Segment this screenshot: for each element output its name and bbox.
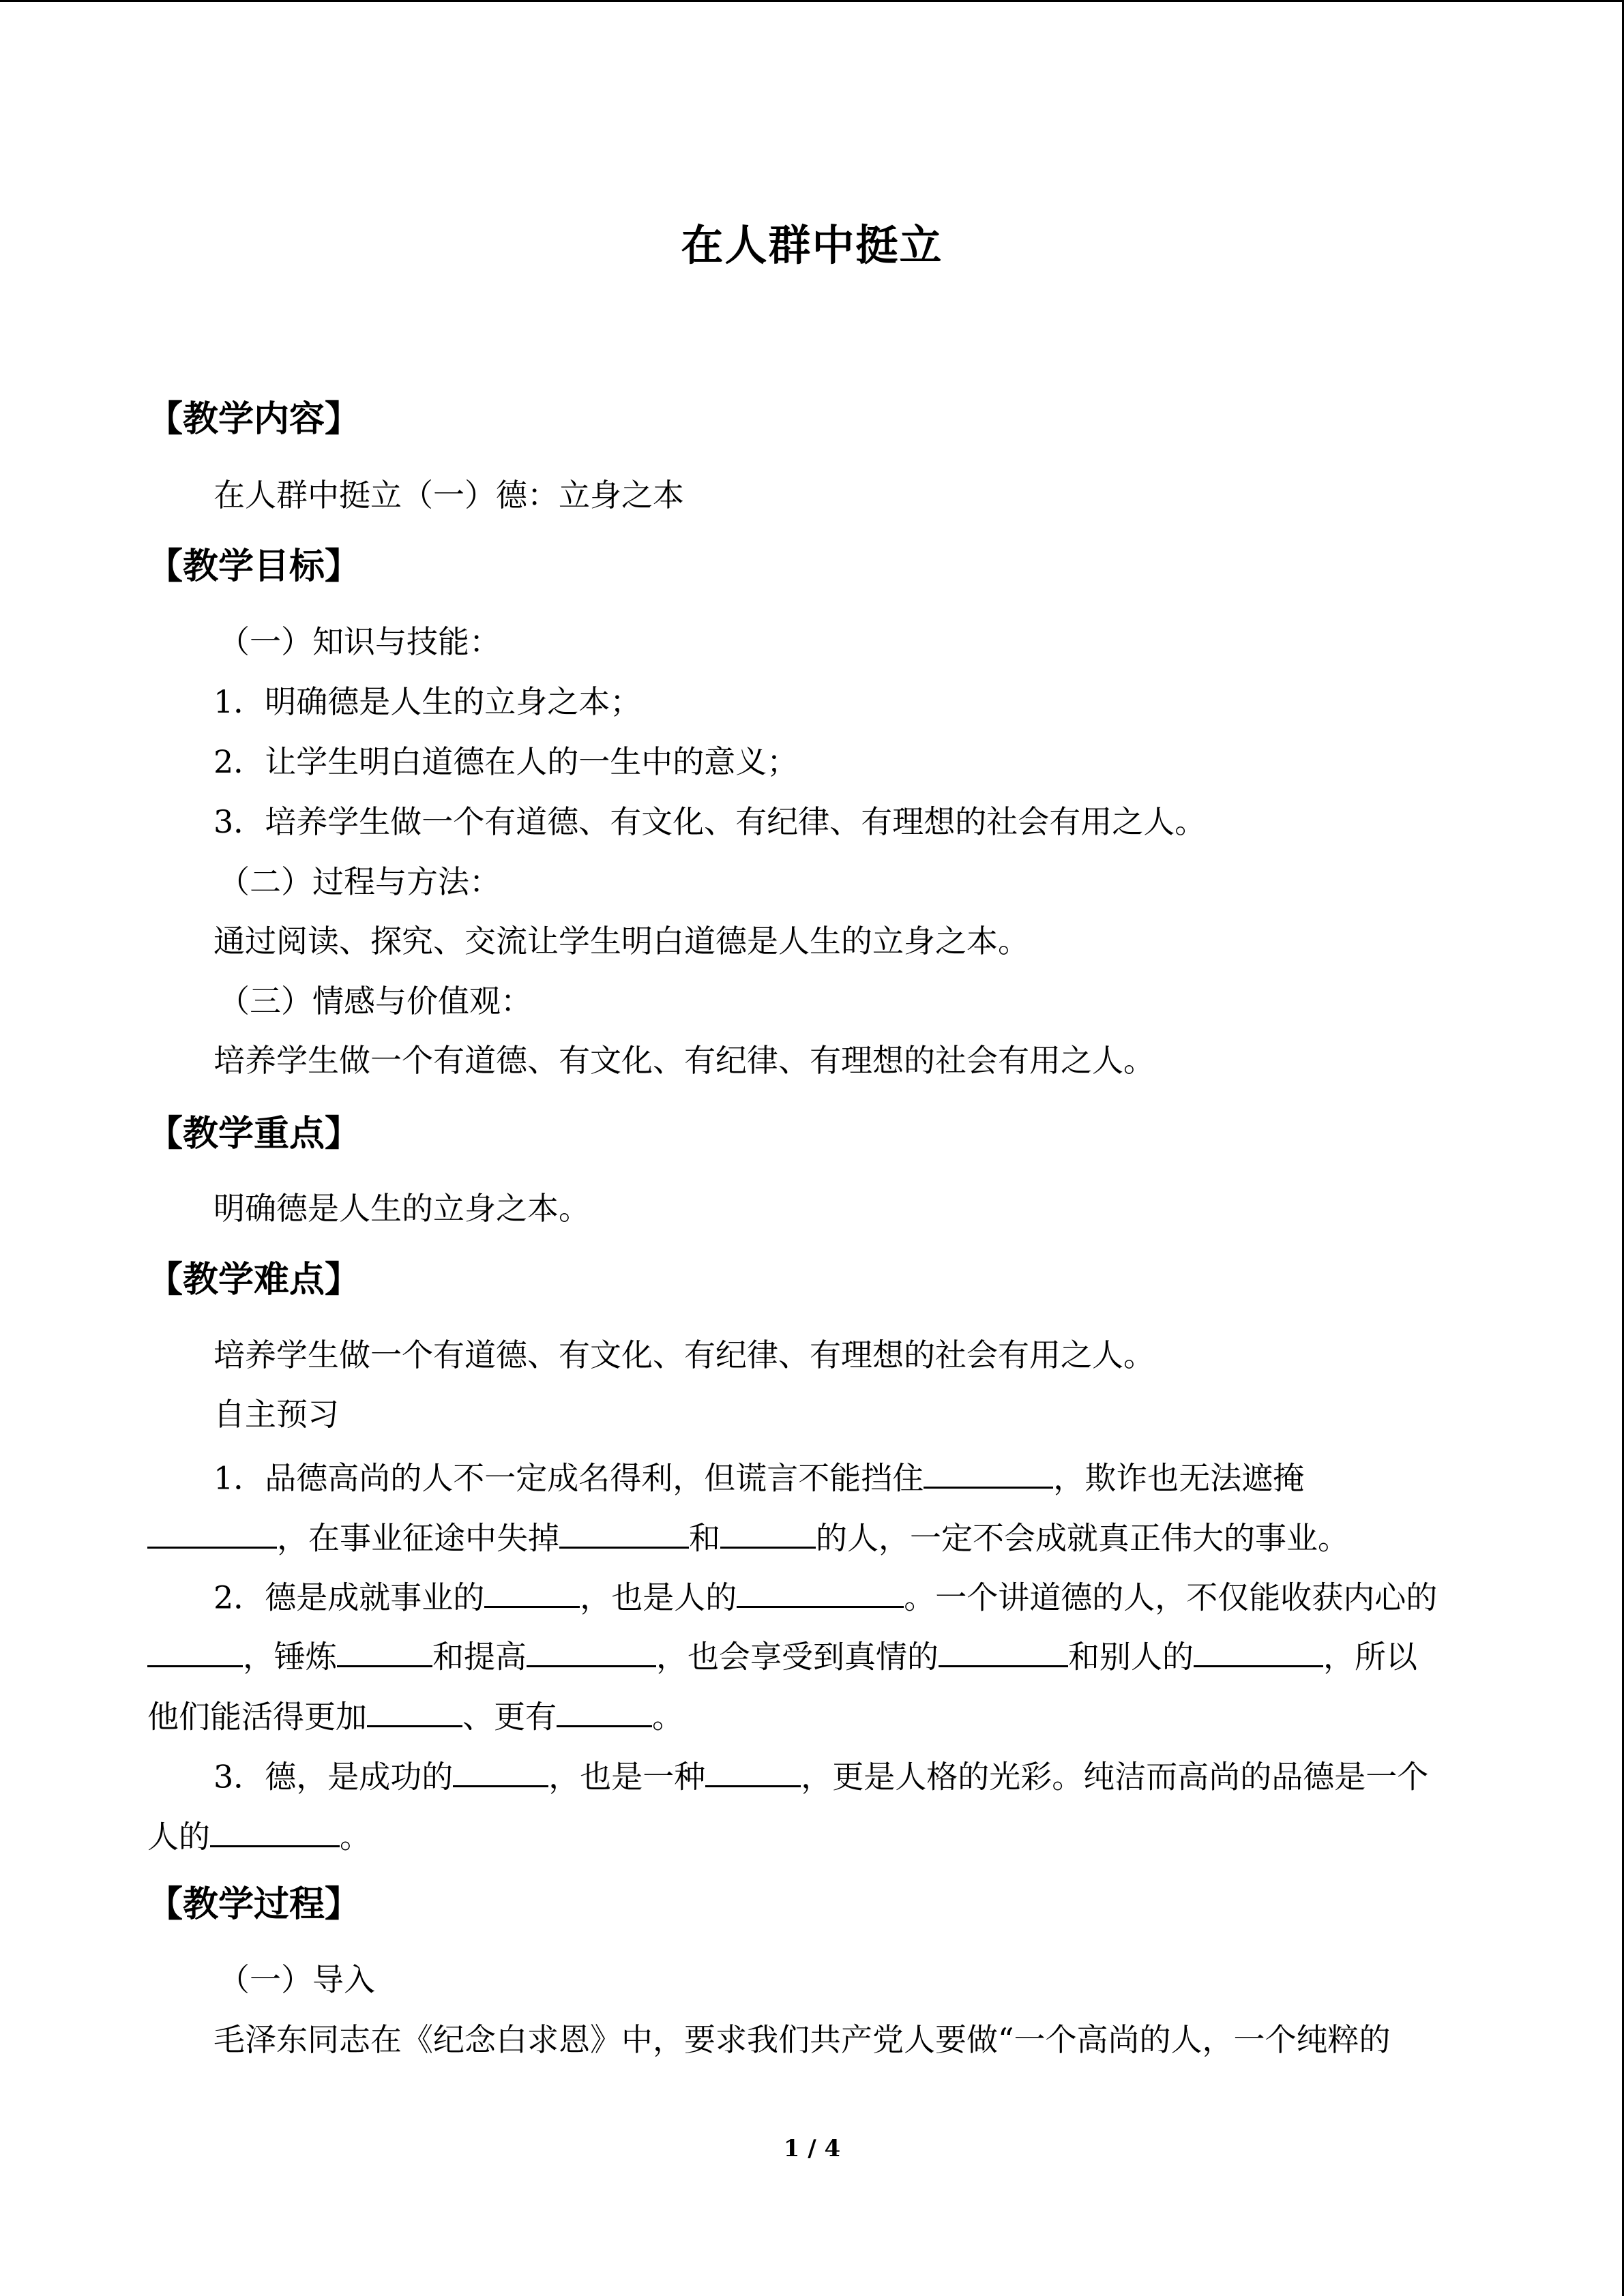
blank-q2-9[interactable]	[557, 1697, 652, 1727]
blank-q3-2[interactable]	[705, 1757, 801, 1787]
q1-text-d: 和	[689, 1519, 720, 1557]
q2-text-e: 和提高	[432, 1638, 527, 1675]
blank-q2-1[interactable]	[484, 1577, 580, 1608]
difficulty-line: 培养学生做一个有道德、有文化、有纪律、有理想的社会有用之人。	[213, 1337, 1155, 1373]
goals-method: 通过阅读、探究、交流让学生明白道德是人生的立身之本。	[213, 923, 1029, 959]
blank-q3-3[interactable]	[210, 1817, 340, 1847]
blank-q2-3[interactable]	[147, 1637, 243, 1667]
page-number: 1 / 4	[783, 2135, 841, 2162]
key-line: 明确德是人生的立身之本。	[213, 1190, 590, 1227]
q3-text-d: 人的	[147, 1818, 210, 1855]
document-title: 在人群中挺立	[681, 220, 943, 270]
preview-q3-line2	[147, 1817, 371, 1855]
q3-text-b: ，也是一种	[548, 1758, 706, 1795]
preview-q3-line1	[213, 1757, 1429, 1795]
blank-q2-4[interactable]	[337, 1637, 432, 1667]
q2-text-c: 。一个讲道德的人，不仅能收获内心的	[904, 1579, 1438, 1616]
blank-q1-4[interactable]	[720, 1518, 816, 1549]
preview-label: 自主预习	[213, 1396, 339, 1433]
goals-value: 培养学生做一个有道德、有文化、有纪律、有理想的社会有用之人。	[213, 1042, 1155, 1079]
preview-q1-line1	[213, 1458, 1305, 1497]
q2-text-f: ，也会享受到真情的	[656, 1638, 939, 1675]
blank-q2-2[interactable]	[737, 1577, 904, 1608]
goals-sub3: （三）情感与价值观：	[218, 983, 532, 1019]
blank-q1-1[interactable]	[924, 1458, 1053, 1489]
goals-sub2: （二）过程与方法：	[218, 863, 501, 900]
goals-item3: 3．培养学生做一个有道德、有文化、有纪律、有理想的社会有用之人。	[213, 803, 1207, 840]
blank-q1-2[interactable]	[147, 1518, 277, 1549]
blank-q2-7[interactable]	[1194, 1637, 1323, 1667]
q2-text-d: ，锤炼	[243, 1638, 337, 1675]
content-line: 在人群中挺立（一）德：立身之本	[213, 477, 684, 513]
preview-q2-line1	[213, 1577, 1438, 1616]
preview-q2-line3	[147, 1697, 683, 1735]
process-intro: 毛泽东同志在《纪念白求恩》中，要求我们共产党人要做“一个高尚的人，一个纯粹的	[213, 2021, 1391, 2058]
blank-q2-6[interactable]	[939, 1637, 1068, 1667]
section-heading-content: 【教学内容】	[147, 398, 361, 440]
preview-q1-line2	[147, 1518, 1349, 1557]
q1-text-b: ，欺诈也无法遮掩	[1053, 1459, 1305, 1497]
section-heading-difficulty: 【教学难点】	[147, 1259, 361, 1300]
q2-text-b: ，也是人的	[580, 1579, 737, 1616]
q1-text-c: ，在事业征途中失掉	[277, 1519, 559, 1557]
goals-item1: 1．明确德是人生的立身之本；	[213, 683, 642, 720]
section-heading-goals: 【教学目标】	[147, 546, 361, 587]
q2-text-j: 、更有	[462, 1698, 557, 1735]
q2-text-k: 。	[652, 1698, 683, 1735]
goals-item2: 2．让学生明白道德在人的一生中的意义；	[213, 743, 799, 780]
blank-q2-5[interactable]	[527, 1637, 656, 1667]
q1-text-e: 的人，一定不会成就真正伟大的事业。	[816, 1519, 1349, 1557]
q2-text-i: 他们能活得更加	[147, 1698, 367, 1735]
top-border	[0, 0, 1624, 2]
process-sub1: （一）导入	[218, 1961, 375, 1998]
q3-text-a: 3．德，是成功的	[213, 1758, 454, 1795]
q3-text-e: 。	[340, 1818, 371, 1855]
blank-q3-1[interactable]	[453, 1757, 548, 1787]
section-heading-key: 【教学重点】	[147, 1113, 361, 1154]
q2-text-g: 和别人的	[1068, 1638, 1194, 1675]
q2-text-a: 2．德是成就事业的	[213, 1579, 485, 1616]
q2-text-h: ，所以	[1323, 1638, 1417, 1675]
blank-q2-8[interactable]	[367, 1697, 462, 1727]
q1-text-a: 1．品德高尚的人不一定成名得利，但谎言不能挡住	[213, 1459, 924, 1497]
goals-sub1: （一）知识与技能：	[218, 623, 501, 660]
section-heading-process: 【教学过程】	[147, 1883, 361, 1925]
preview-q2-line2	[147, 1637, 1417, 1675]
blank-q1-3[interactable]	[559, 1518, 689, 1549]
q3-text-c: ，更是人格的光彩。纯洁而高尚的品德是一个	[801, 1758, 1429, 1795]
